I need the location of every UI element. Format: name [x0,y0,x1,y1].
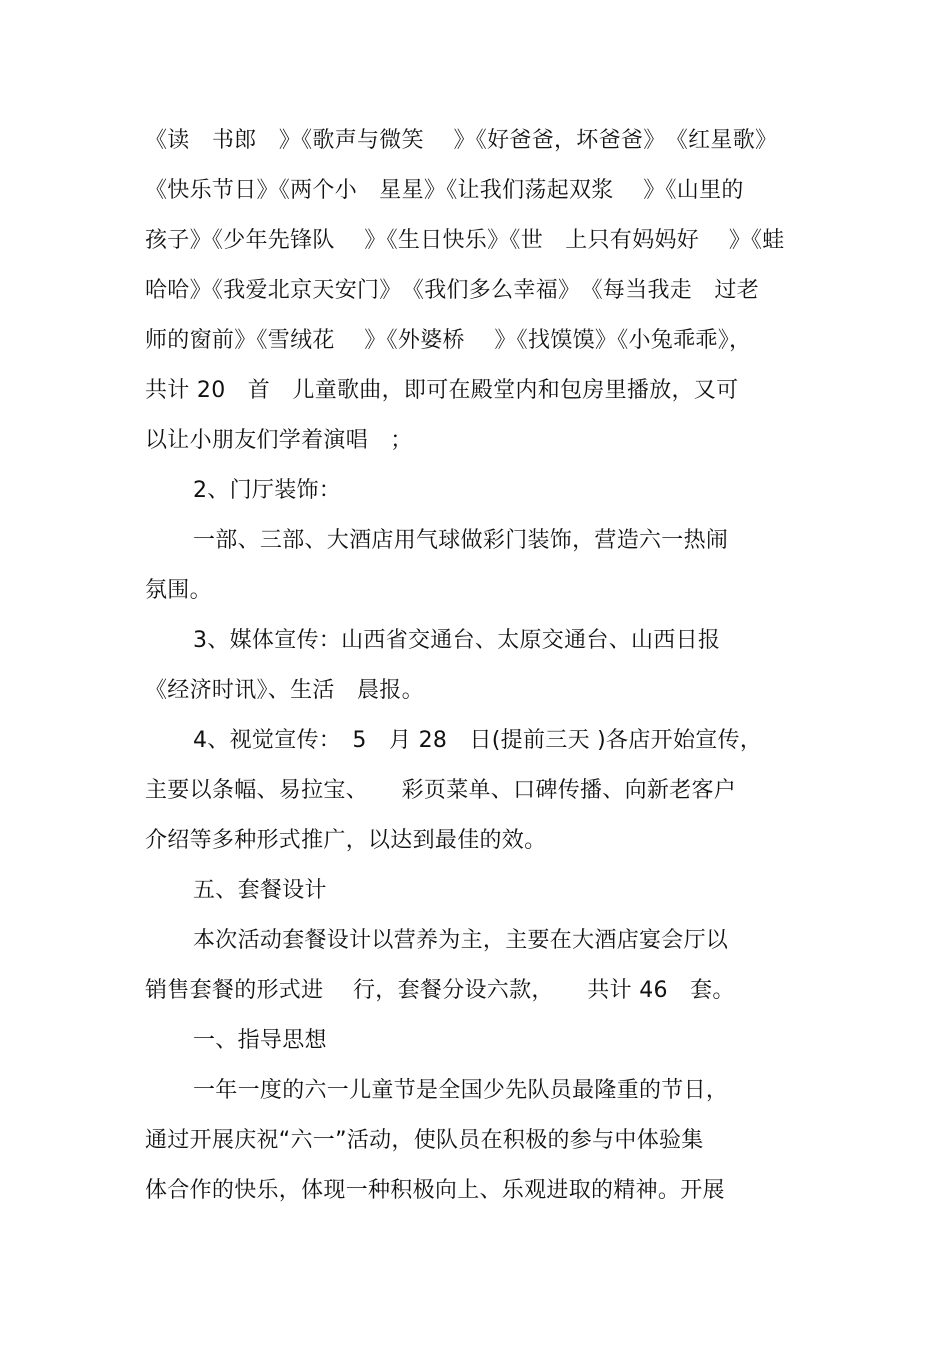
section-heading-package: 五、套餐设计 [193,878,327,903]
text-line-5: 师的窗前》《雪绒花 》《外婆桥 》《找馍馍》《小兔乖乖》， [145,328,752,353]
text-line-18: 销售套餐的形式进 行，套餐分设六款， 共计 46 套。 [145,978,735,1003]
section-heading-visual: 4、视觉宣传： 5 月 28 日(提前三天 )各店开始宣传， [193,728,763,753]
text-line-10: 氛围。 [145,578,212,603]
text-line-20: 一年一度的六一儿童节是全国少先队员最隆重的节日， [193,1078,729,1103]
text-line-7: 以让小朋友们学着演唱 ； [145,428,413,453]
section-heading-door-hall: 2、门厅装饰： [193,478,342,503]
section-heading-media: 3、媒体宣传：山西省交通台、太原交通台、山西日报 [193,628,721,653]
text-line-22: 体合作的快乐，体现一种积极向上、乐观进取的精神。开展 [145,1178,725,1203]
text-line-15: 介绍等多种形式推广，以达到最佳的效。 [145,828,547,853]
text-line-12: 《经济时讯》、生活 晨报。 [145,678,424,703]
section-heading-guidance: 一、指导思想 [193,1028,327,1053]
text-line-9: 一部、三部、大酒店用气球做彩门装饰，营造六一热闹 [193,528,729,553]
text-line-4: 哈哈》《我爱北京天安门》 《我们多么幸福》 《每当我走 过老 [145,278,760,303]
text-line-2: 《快乐节日》《两个小 星星》《让我们荡起双浆 》《山里的 [145,178,744,203]
text-line-14: 主要以条幅、易拉宝、 彩页菜单、口碑传播、向新老客户 [145,778,737,803]
text-line-3: 孩子》《少年先锋队 》《生日快乐》《世 上只有妈妈好 》《蛙 [145,228,785,253]
text-line-6: 共计 20 首 儿童歌曲，即可在殿堂内和包房里播放，又可 [145,378,739,403]
text-line-17: 本次活动套餐设计以营养为主，主要在大酒店宴会厅以 [193,928,729,953]
text-line-1: 《读 书郎 》《歌声与微笑 》《好爸爸，坏爸爸》 《红星歌》 [145,128,778,153]
text-line-21: 通过开展庆祝“六一”活动，使队员在积极的参与中体验集 [145,1128,704,1153]
